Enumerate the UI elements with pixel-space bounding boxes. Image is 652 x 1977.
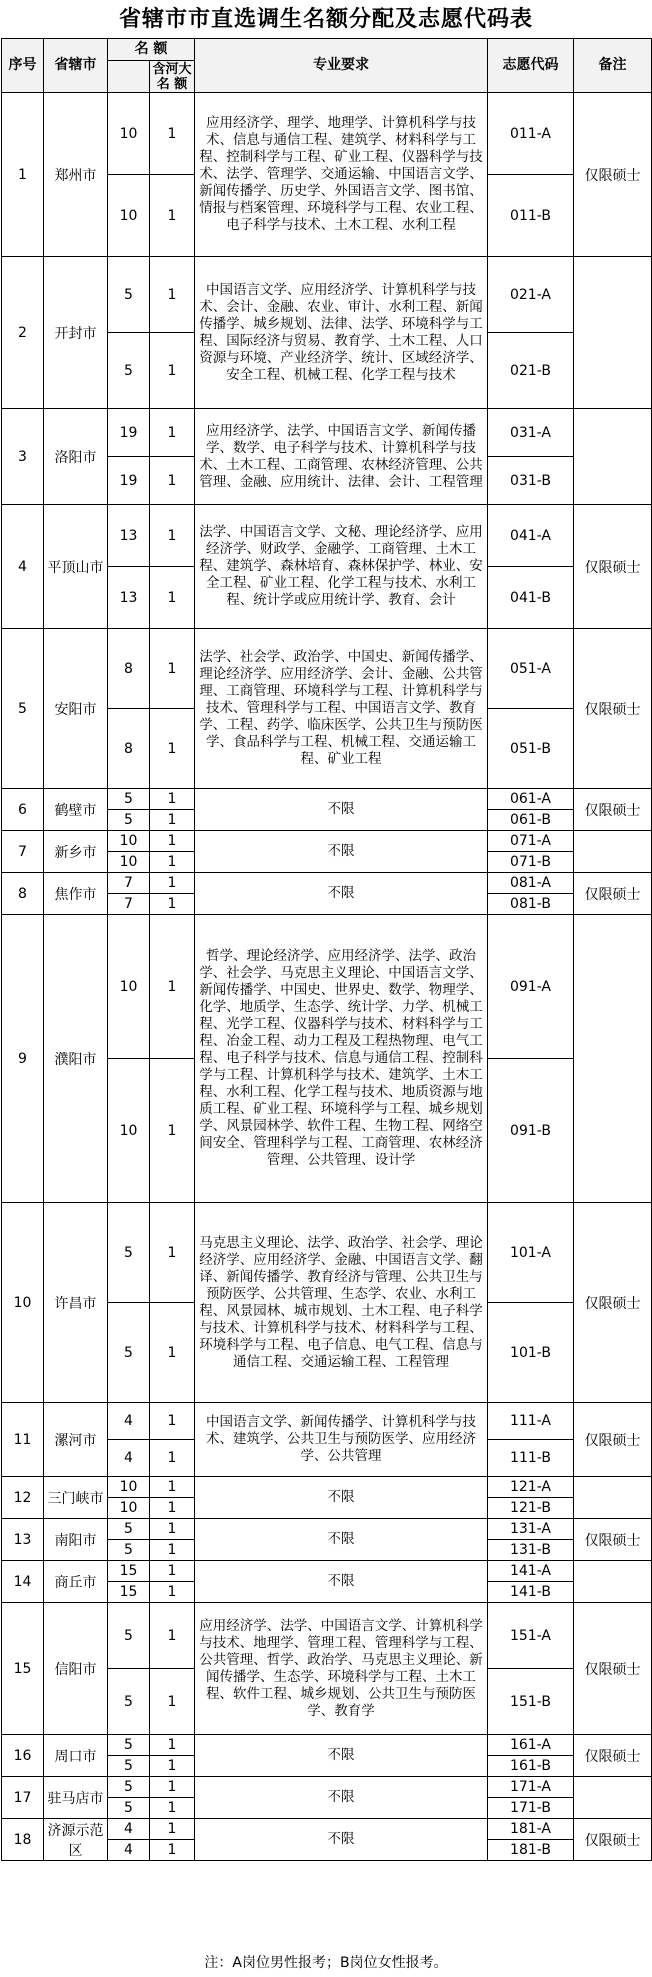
quota-cell: 5 (108, 1777, 150, 1798)
table-row (2, 873, 652, 894)
seq-cell: 6 (2, 789, 44, 831)
remark-cell (574, 1477, 652, 1519)
seq-cell: 7 (2, 831, 44, 873)
code-cell: 071-B (488, 852, 574, 873)
remark-cell (574, 1777, 652, 1819)
quota-cell: 15 (108, 1582, 150, 1603)
quota-hnu-cell: 1 (150, 1440, 195, 1477)
quota-hnu-cell: 1 (150, 93, 195, 175)
code-cell: 061-B (488, 810, 574, 831)
code-cell: 161-A (488, 1735, 574, 1756)
footnote: 注：A岗位男性报考；B岗位女性报考。 (204, 1955, 448, 1971)
quota-hnu-cell: 1 (150, 257, 195, 333)
header-quota-total (108, 61, 150, 93)
quota-hnu-cell: 1 (150, 1403, 195, 1440)
quota-hnu-cell: 1 (150, 789, 195, 810)
quota-hnu-cell: 1 (150, 1582, 195, 1603)
quota-hnu-cell: 1 (150, 629, 195, 709)
quota-cell: 4 (108, 1403, 150, 1440)
quota-hnu-cell: 1 (150, 1603, 195, 1669)
quota-cell: 5 (108, 1303, 150, 1403)
quota-hnu-cell: 1 (150, 852, 195, 873)
city-cell: 焦作市 (44, 873, 108, 915)
remark-cell (574, 831, 652, 873)
table-row (2, 1603, 652, 1669)
quota-hnu-cell: 1 (150, 505, 195, 567)
remark-cell: 仅限硕士 (574, 629, 652, 789)
major-cell: 法学、社会学、政治学、中国史、新闻传播学、理论经济学、应用经济学、会计、金融、公共管理、工商管理、环境科学与工程、计算机科学与技术、管理科学与工程、中国语言文学、教育学、工程、药学、临床医学、公共卫生与预防医学、食品科学与工程、机械工程、交通运输工程、矿业工程 (195, 629, 488, 789)
major-cell: 法学、中国语言文学、文秘、理论经济学、应用经济学、财政学、金融学、工商管理、土木工程、建筑学、森林培育、森林保护学、林业、安全工程、矿业工程、化学工程与技术、水利工程、统计学或应用统计学、教育、会计 (195, 505, 488, 629)
quota-cell: 5 (108, 1540, 150, 1561)
quota-hnu-cell: 1 (150, 873, 195, 894)
quota-hnu-cell: 1 (150, 1756, 195, 1777)
seq-cell: 14 (2, 1561, 44, 1603)
quota-hnu-cell: 1 (150, 333, 195, 409)
seq-cell: 12 (2, 1477, 44, 1519)
code-cell: 171-B (488, 1798, 574, 1819)
seq-cell: 15 (2, 1603, 44, 1735)
quota-cell: 5 (108, 1669, 150, 1735)
quota-hnu-cell: 1 (150, 1498, 195, 1519)
code-cell: 031-B (488, 457, 574, 505)
remark-cell: 仅限硕士 (574, 1735, 652, 1777)
table-row (2, 1561, 652, 1582)
city-cell: 济源示范区 (44, 1819, 108, 1861)
quota-hnu-cell: 1 (150, 894, 195, 915)
quota-cell: 4 (108, 1819, 150, 1840)
table-row (2, 789, 652, 810)
quota-cell: 13 (108, 567, 150, 629)
table-row (2, 93, 652, 175)
table-row (2, 1519, 652, 1540)
seq-cell: 10 (2, 1203, 44, 1403)
code-cell: 181-A (488, 1819, 574, 1840)
code-cell: 131-A (488, 1519, 574, 1540)
quota-cell: 13 (108, 505, 150, 567)
table-row (2, 505, 652, 567)
code-cell: 011-A (488, 93, 574, 175)
code-cell: 111-A (488, 1403, 574, 1440)
seq-cell: 11 (2, 1403, 44, 1477)
quota-cell: 5 (108, 333, 150, 409)
city-cell: 郑州市 (44, 93, 108, 257)
city-cell: 开封市 (44, 257, 108, 409)
quota-cell: 10 (108, 831, 150, 852)
remark-cell: 仅限硕士 (574, 789, 652, 831)
table-row (2, 257, 652, 333)
city-cell: 商丘市 (44, 1561, 108, 1603)
code-cell: 181-B (488, 1840, 574, 1861)
city-cell: 信阳市 (44, 1603, 108, 1735)
quota-hnu-cell: 1 (150, 1477, 195, 1498)
quota-cell: 5 (108, 1203, 150, 1303)
code-cell: 121-A (488, 1477, 574, 1498)
table-row (2, 1777, 652, 1798)
code-cell: 131-B (488, 1540, 574, 1561)
remark-cell: 仅限硕士 (574, 873, 652, 915)
seq-cell: 13 (2, 1519, 44, 1561)
header-seq: 序号 (2, 39, 44, 93)
remark-cell: 仅限硕士 (574, 1403, 652, 1477)
quota-hnu-cell: 1 (150, 915, 195, 1059)
quota-cell: 8 (108, 629, 150, 709)
remark-cell (574, 257, 652, 409)
quota-cell: 4 (108, 1840, 150, 1861)
quota-cell: 10 (108, 93, 150, 175)
quota-hnu-cell: 1 (150, 709, 195, 789)
code-cell: 091-A (488, 915, 574, 1059)
seq-cell: 16 (2, 1735, 44, 1777)
table-body (2, 93, 652, 1861)
remark-cell: 仅限硕士 (574, 1519, 652, 1561)
city-cell: 新乡市 (44, 831, 108, 873)
code-cell: 081-B (488, 894, 574, 915)
seq-cell: 5 (2, 629, 44, 789)
quota-cell: 5 (108, 257, 150, 333)
remark-cell: 仅限硕士 (574, 505, 652, 629)
table-row (2, 831, 652, 852)
quota-hnu-cell: 1 (150, 810, 195, 831)
remark-cell (574, 915, 652, 1203)
table-row (2, 409, 652, 457)
quota-hnu-cell: 1 (150, 1519, 195, 1540)
major-cell: 不限 (195, 789, 488, 831)
code-cell: 151-B (488, 1669, 574, 1735)
code-cell: 091-B (488, 1059, 574, 1203)
major-cell: 应用经济学、法学、中国语言文学、计算机科学与技术、地理学、管理工程、管理科学与工程、公共管理、哲学、政治学、马克思主义理论、新闻传播学、生态学、环境科学与工程、土木工程、软件工程、城乡规划、公共卫生与预防医学、教育学 (195, 1603, 488, 1735)
code-cell: 041-A (488, 505, 574, 567)
quota-cell: 5 (108, 1735, 150, 1756)
quota-cell: 10 (108, 1477, 150, 1498)
code-cell: 121-B (488, 1498, 574, 1519)
major-cell: 不限 (195, 1561, 488, 1603)
city-cell: 鹤壁市 (44, 789, 108, 831)
table-row (2, 1203, 652, 1303)
seq-cell: 18 (2, 1819, 44, 1861)
code-cell: 031-A (488, 409, 574, 457)
city-cell: 南阳市 (44, 1519, 108, 1561)
city-cell: 周口市 (44, 1735, 108, 1777)
header-remark: 备注 (574, 39, 652, 93)
header-city: 省辖市 (44, 39, 108, 93)
seq-cell: 17 (2, 1777, 44, 1819)
seq-cell: 4 (2, 505, 44, 629)
quota-hnu-cell: 1 (150, 409, 195, 457)
code-cell: 061-A (488, 789, 574, 810)
major-cell: 中国语言文学、新闻传播学、计算机科学与技术、建筑学、公共卫生与预防医学、应用经济学、公共管理 (195, 1403, 488, 1477)
remark-cell: 仅限硕士 (574, 1603, 652, 1735)
table-row (2, 1819, 652, 1840)
city-cell: 漯河市 (44, 1403, 108, 1477)
quota-cell: 4 (108, 1440, 150, 1477)
quota-hnu-cell: 1 (150, 1561, 195, 1582)
major-cell: 不限 (195, 831, 488, 873)
quota-hnu-cell: 1 (150, 1059, 195, 1203)
city-cell: 驻马店市 (44, 1777, 108, 1819)
header-code: 志愿代码 (488, 39, 574, 93)
quota-cell: 15 (108, 1561, 150, 1582)
code-cell: 161-B (488, 1756, 574, 1777)
major-cell: 不限 (195, 1519, 488, 1561)
quota-cell: 5 (108, 789, 150, 810)
code-cell: 011-B (488, 175, 574, 257)
major-cell: 不限 (195, 1477, 488, 1519)
quota-cell: 10 (108, 1498, 150, 1519)
table-row (2, 1477, 652, 1498)
code-cell: 051-A (488, 629, 574, 709)
quota-hnu-cell: 1 (150, 1540, 195, 1561)
city-cell: 安阳市 (44, 629, 108, 789)
header-quota-hnu: 含河大名 额 (150, 61, 195, 93)
code-cell: 141-A (488, 1561, 574, 1582)
code-cell: 101-B (488, 1303, 574, 1403)
quota-cell: 5 (108, 1519, 150, 1540)
quota-hnu-cell: 1 (150, 1303, 195, 1403)
seq-cell: 8 (2, 873, 44, 915)
quota-cell: 10 (108, 852, 150, 873)
quota-cell: 19 (108, 457, 150, 505)
quota-cell: 5 (108, 1603, 150, 1669)
quota-cell: 10 (108, 1059, 150, 1203)
major-cell: 不限 (195, 1777, 488, 1819)
code-cell: 151-A (488, 1603, 574, 1669)
code-cell: 051-B (488, 709, 574, 789)
page-title: 省辖市市直选调生名额分配及志愿代码表 (118, 6, 533, 32)
seq-cell: 9 (2, 915, 44, 1203)
major-cell: 马克思主义理论、法学、政治学、社会学、理论经济学、应用经济学、金融、中国语言文学、翻译、新闻传播学、教育经济与管理、公共卫生与预防医学、公共管理、生态学、农业、水利工程、风景园林、城市规划、土木工程、电子科学与技术、计算机科学与技术、材料科学与工程、环境科学与工程、电子信息、电气工程、信息与通信工程、交通运输工程、工程管理 (195, 1203, 488, 1403)
code-cell: 021-B (488, 333, 574, 409)
table-row (2, 1735, 652, 1756)
quota-hnu-cell: 1 (150, 1819, 195, 1840)
seq-cell: 1 (2, 93, 44, 257)
quota-hnu-cell: 1 (150, 1203, 195, 1303)
quota-hnu-cell: 1 (150, 831, 195, 852)
quota-table (1, 38, 652, 1861)
header-quota: 名 额 (108, 39, 195, 61)
quota-cell: 10 (108, 915, 150, 1059)
major-cell: 不限 (195, 1819, 488, 1861)
header-major: 专业要求 (195, 39, 488, 93)
code-cell: 081-A (488, 873, 574, 894)
quota-hnu-cell: 1 (150, 457, 195, 505)
remark-cell: 仅限硕士 (574, 1819, 652, 1861)
quota-cell: 19 (108, 409, 150, 457)
city-cell: 洛阳市 (44, 409, 108, 505)
code-cell: 141-B (488, 1582, 574, 1603)
quota-hnu-cell: 1 (150, 1840, 195, 1861)
quota-hnu-cell: 1 (150, 1777, 195, 1798)
code-cell: 171-A (488, 1777, 574, 1798)
city-cell: 平顶山市 (44, 505, 108, 629)
city-cell: 许昌市 (44, 1203, 108, 1403)
quota-hnu-cell: 1 (150, 1669, 195, 1735)
code-cell: 111-B (488, 1440, 574, 1477)
quota-cell: 10 (108, 175, 150, 257)
code-cell: 071-A (488, 831, 574, 852)
major-cell: 不限 (195, 1735, 488, 1777)
remark-cell: 仅限硕士 (574, 1203, 652, 1403)
major-cell: 哲学、理论经济学、应用经济学、法学、政治学、社会学、马克思主义理论、中国语言文学、新闻传播学、中国史、世界史、数学、物理学、化学、地质学、生态学、统计学、力学、机械工程、光学工程、仪器科学与技术、材料科学与工程、冶金工程、动力工程及工程热物理、电气工程、电子科学与技术、信息与通信工程、控制科学与工程、计算机科学与技术、建筑学、土木工程、水利工程、化学工程与技术、地质资源与地质工程、矿业工程、环境科学与工程、城乡规划学、风景园林学、软件工程、生物工程、网络空间安全、管理科学与工程、工商管理、农林经济管理、公共管理、设计学 (195, 915, 488, 1203)
quota-cell: 7 (108, 894, 150, 915)
major-cell: 应用经济学、理学、地理学、计算机科学与技术、信息与通信工程、建筑学、材料科学与工程、控制科学与工程、矿业工程、仪器科学与技术、法学、管理学、交通运输、中国语言文学、新闻传播学、历史学、外国语言文学、图书馆、情报与档案管理、环境科学与工程、农业工程、电子科学与技术、土木工程、水利工程 (195, 93, 488, 257)
quota-hnu-cell: 1 (150, 567, 195, 629)
quota-hnu-cell: 1 (150, 1798, 195, 1819)
quota-hnu-cell: 1 (150, 1735, 195, 1756)
quota-cell: 5 (108, 1798, 150, 1819)
code-cell: 041-B (488, 567, 574, 629)
quota-cell: 7 (108, 873, 150, 894)
table-row (2, 1403, 652, 1440)
quota-cell: 8 (108, 709, 150, 789)
major-cell: 不限 (195, 873, 488, 915)
table-row (2, 629, 652, 709)
major-cell: 中国语言文学、应用经济学、计算机科学与技术、会计、金融、农业、审计、水利工程、新闻传播学、城乡规划、法律、法学、环境科学与工程、国际经济与贸易、教育学、土木工程、人口资源与环境、产业经济学、统计、区域经济学、安全工程、机械工程、化学工程与技术 (195, 257, 488, 409)
remark-cell (574, 409, 652, 505)
code-cell: 021-A (488, 257, 574, 333)
major-cell: 应用经济学、法学、中国语言文学、新闻传播学、数学、电子科学与技术、计算机科学与技术、土木工程、工商管理、农林经济管理、公共管理、金融、应用统计、法律、会计、工程管理 (195, 409, 488, 505)
city-cell: 濮阳市 (44, 915, 108, 1203)
table-row (2, 915, 652, 1059)
quota-cell: 5 (108, 810, 150, 831)
remark-cell (574, 1561, 652, 1603)
remark-cell: 仅限硕士 (574, 93, 652, 257)
quota-cell: 5 (108, 1756, 150, 1777)
quota-hnu-cell: 1 (150, 175, 195, 257)
seq-cell: 2 (2, 257, 44, 409)
seq-cell: 3 (2, 409, 44, 505)
code-cell: 101-A (488, 1203, 574, 1303)
city-cell: 三门峡市 (44, 1477, 108, 1519)
